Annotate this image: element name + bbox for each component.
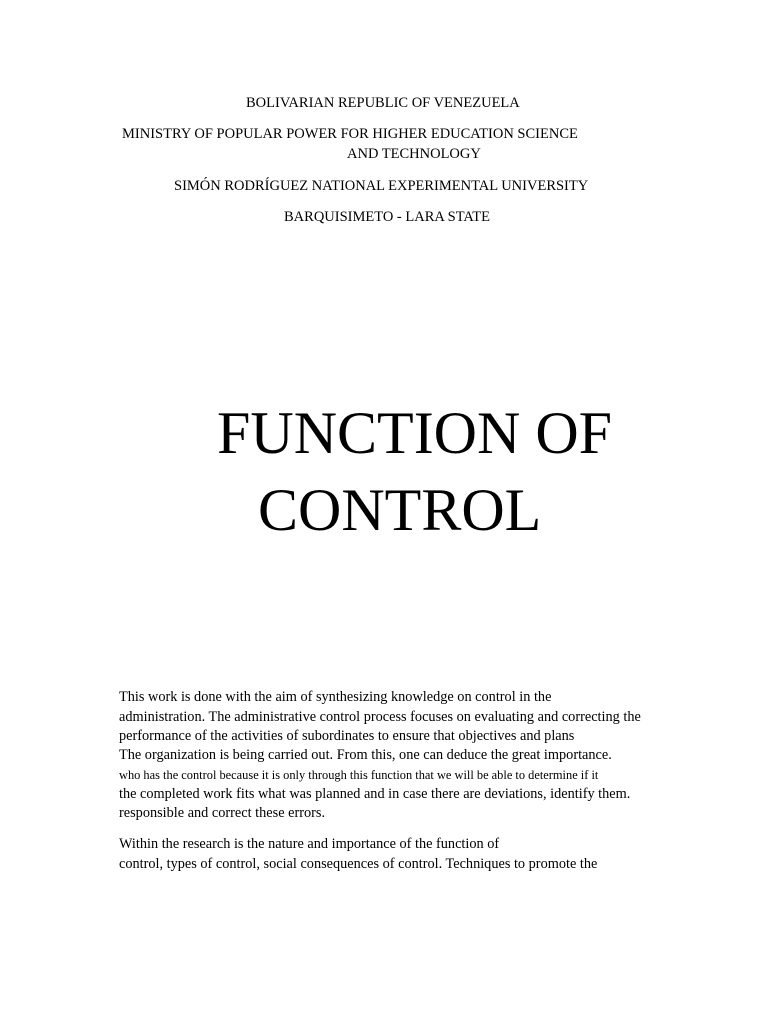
paragraph1-line: performance of the activities of subordinates to ensure that objectives and plans (119, 728, 575, 744)
university-heading: SIMÓN RODRÍGUEZ NATIONAL EXPERIMENTAL UNIVERSITY (174, 178, 589, 194)
paragraph2-line: control, types of control, social consequences of control. Techniques to promote the (119, 856, 598, 872)
paragraph1-line: responsible and correct these errors. (119, 805, 326, 821)
paragraph1-line: The organization is being carried out. From this, one can deduce the great importance. (119, 747, 612, 763)
paragraph2-line: Within the research is the nature and importance of the function of (119, 836, 500, 852)
republic-heading: BOLIVARIAN REPUBLIC OF VENEZUELA (246, 95, 520, 111)
ministry-heading-line1: MINISTRY OF POPULAR POWER FOR HIGHER EDUCATION SCIENCE (122, 126, 578, 142)
title-line2: CONTROL (258, 477, 542, 543)
paragraph1-line: who has the control because it is only through this function that we will be able to determine if it (119, 768, 599, 782)
location-heading: BARQUISIMETO - LARA STATE (284, 209, 491, 225)
paragraph1-line: This work is done with the aim of synthesizing knowledge on control in the (119, 689, 552, 705)
title-line1: FUNCTION OF (217, 400, 613, 466)
ministry-heading-line2: AND TECHNOLOGY (347, 146, 481, 162)
paragraph1-line: administration. The administrative control process focuses on evaluating and correcting the (119, 709, 641, 725)
paragraph1-line: the completed work fits what was planned and in case there are deviations, identify them. (119, 786, 631, 802)
